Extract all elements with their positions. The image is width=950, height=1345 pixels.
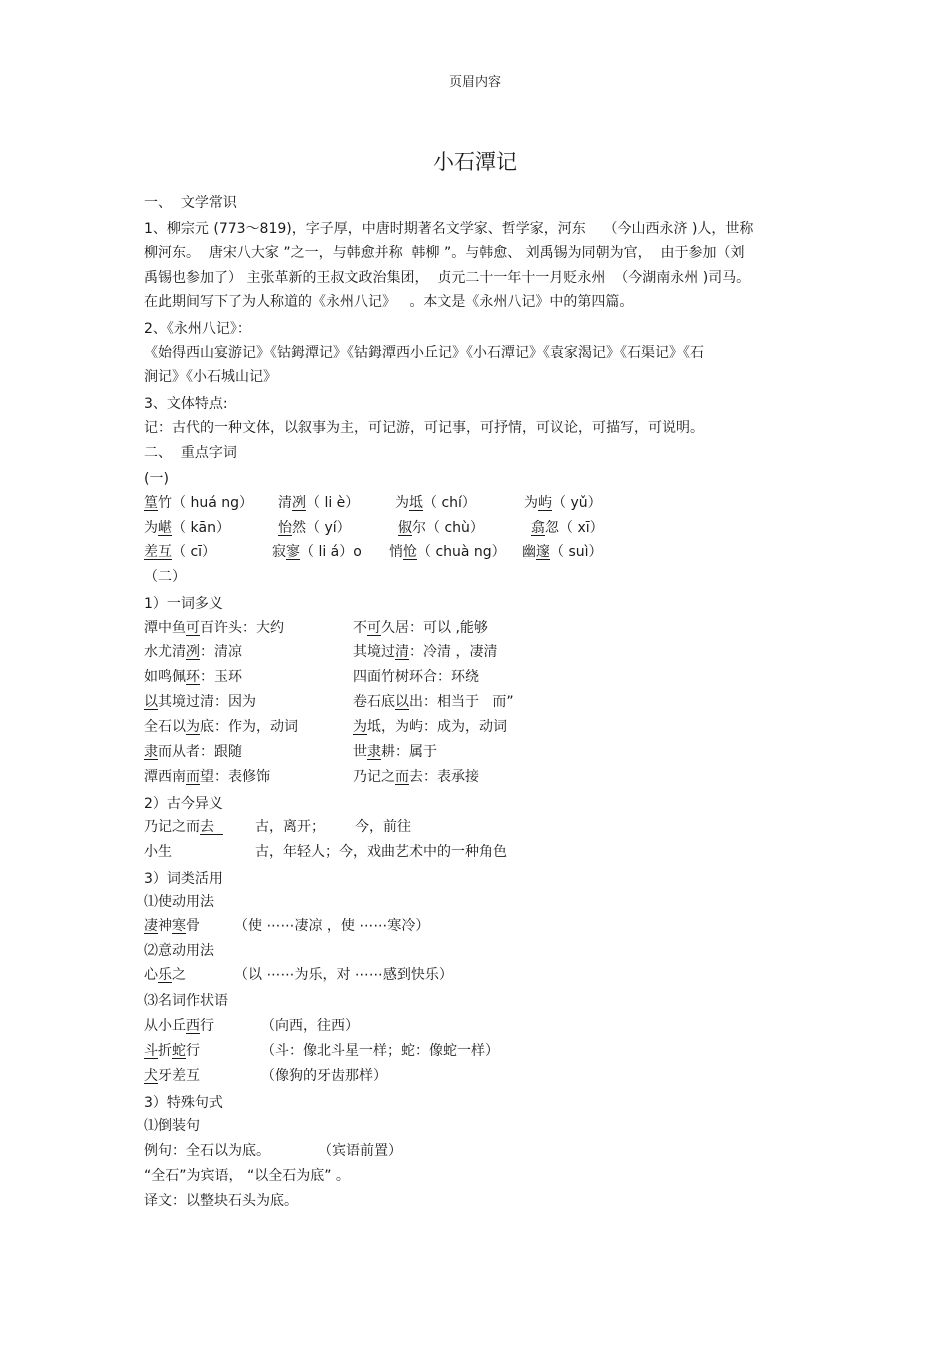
polysemy-item: 全石以为底：作为，动词	[144, 719, 298, 735]
usage-explanation: （以 ⋯⋯为乐，对 ⋯⋯感到快乐）	[234, 967, 453, 983]
word-entry: 寂寥（ li á）o	[272, 544, 362, 560]
subsection-1-label: (一)	[144, 471, 169, 487]
underlined-char: 怡	[278, 520, 292, 536]
word-entry: 篁竹（ huá ng）	[144, 495, 253, 511]
special-example-note: （宾语前置）	[318, 1143, 402, 1159]
underlined-char: 篁	[144, 495, 158, 511]
paragraph-1-line-1: 1、柳宗元 (773～819)，字子厚，中唐时期著名文学家、哲学家，河东 （今山西永济 )人，世称	[144, 221, 754, 237]
paragraph-2-line-2: 涧记》《小石城山记》	[144, 369, 277, 385]
polysemy-item: 潭西南而望：表修饰	[144, 769, 270, 785]
polysemy-item: 不可久居：可以 ,能够	[353, 620, 488, 636]
usage-example: 从小丘西行	[144, 1018, 214, 1034]
underlined-char: 嵁	[158, 520, 172, 536]
underlined-char: 寥	[286, 544, 300, 560]
underlined-char: 翕	[531, 520, 545, 536]
paragraph-3-title: 3、文体特点:	[144, 396, 228, 412]
underlined-char: 邃	[536, 544, 550, 560]
polysemy-item: 水尤清冽：清凉	[144, 644, 242, 660]
paragraph-2-line-1: 《始得西山宴游记》《钴鉧潭记》《钴鉧潭西小丘记》《小石潭记》《袁家渴记》《石渠记》《石	[144, 345, 704, 361]
polysemy-item: 乃记之而去：表承接	[353, 769, 479, 785]
page-header: 页眉内容	[448, 75, 501, 90]
archaic-meaning: 古，年轻人；今，戏曲艺术中的一种角色	[255, 844, 507, 860]
paragraph-2-title: 2、《永州八记》：	[144, 321, 251, 337]
section-heading-2: 二、 重点字词	[144, 445, 237, 461]
usage-title: 3）词类活用	[144, 871, 223, 887]
polysemy-item: 以其境过清：因为	[144, 694, 256, 710]
polysemy-item: 隶而从者：跟随	[144, 744, 242, 760]
usage-explanation: （使 ⋯⋯凄凉 ，使 ⋯⋯寒冷）	[234, 918, 430, 934]
polysemy-item: 世隶耕：属于	[353, 744, 437, 760]
word-entry: 翕忽（ xī）	[531, 520, 604, 536]
archaic-title: 2）古今异义	[144, 796, 223, 812]
word-entry: 差互（ cī）	[144, 544, 217, 560]
underlined-char: 坻	[409, 495, 423, 511]
underlined-char: 俶	[398, 520, 412, 536]
paragraph-3-line-1: 记：古代的一种文体，以叙事为主，可记游，可记事，可抒情，可议论，可描写，可说明。	[144, 420, 704, 436]
usage-category: ⑵意动用法	[144, 943, 214, 959]
word-entry: 俶尔（ chù）	[398, 520, 484, 536]
polysemy-item: 潭中鱼可百许头：大约	[144, 620, 284, 636]
usage-explanation: （向西，往西）	[261, 1018, 359, 1034]
usage-example: 凄神寒骨	[144, 918, 200, 934]
archaic-modern: 今，前往	[355, 819, 411, 835]
special-title: 3）特殊句式	[144, 1095, 223, 1111]
special-translation: 译文：以整块石头为底。	[144, 1193, 298, 1209]
paragraph-1-line-3: 禹锡也参加了） 主张革新的王叔文政治集团， 贞元二十一年十一月贬永州 （今湖南永州 )司马。	[144, 270, 751, 286]
special-example: 例句：全石以为底。	[144, 1143, 270, 1159]
polysemy-item: 为坻，为屿：成为，动词	[353, 719, 507, 735]
usage-example: 犬牙差互	[144, 1068, 200, 1084]
underlined-char: 屿	[538, 495, 552, 511]
word-entry: 幽邃（ suì）	[522, 544, 603, 560]
word-entry: 为嵁（ kān）	[144, 520, 231, 536]
subsection-2-label: （二）	[144, 569, 186, 585]
document-title: 小石潭记	[433, 150, 517, 174]
archaic-item: 乃记之而去	[144, 819, 214, 835]
usage-explanation: （像狗的牙齿那样）	[261, 1068, 387, 1084]
paragraph-1-line-4: 在此期间写下了为人称道的《永州八记》 。本文是《永州八记》中的第四篇。	[144, 294, 634, 310]
paragraph-1-line-2: 柳河东。 唐宋八大家 ”之一，与韩愈并称 韩柳 ”。与韩愈、 刘禹锡为同朝为官， 由于参加（刘	[144, 245, 745, 261]
underlined-char: 差互	[144, 544, 172, 560]
usage-explanation: （斗：像北斗星一样；蛇：像蛇一样）	[261, 1043, 499, 1059]
special-note: “全石”为宾语， “以全石为底” 。	[144, 1168, 350, 1184]
archaic-ancient: 古，离开；	[255, 819, 325, 835]
word-entry: 清冽（ li è）	[278, 495, 360, 511]
usage-example: 斗折蛇行	[144, 1043, 200, 1059]
polysemy-item: 卷石底以出：相当于 而”	[353, 694, 514, 710]
polysemy-item: 其境过清：冷清 ，凄清	[353, 644, 498, 660]
polysemy-item: 四面竹树环合：环绕	[353, 669, 479, 685]
polysemy-item: 如鸣佩环：玉环	[144, 669, 242, 685]
section-heading-1: 一、 文学常识	[144, 195, 237, 211]
underlined-char: 怆	[403, 544, 417, 560]
usage-category: ⑴使动用法	[144, 894, 214, 910]
word-entry: 为坻（ chí）	[395, 495, 476, 511]
usage-example: 心乐之	[144, 967, 186, 983]
archaic-item: 小生	[144, 844, 172, 860]
special-category: ⑴倒装句	[144, 1118, 200, 1134]
usage-category: ⑶名词作状语	[144, 993, 228, 1009]
word-entry: 悄怆（ chuà ng）	[389, 544, 506, 560]
polysemy-title: 1）一词多义	[144, 596, 223, 612]
word-entry: 为屿（ yǔ）	[524, 495, 602, 511]
underlined-char: 冽	[292, 495, 306, 511]
word-entry: 怡然（ yí）	[278, 520, 351, 536]
